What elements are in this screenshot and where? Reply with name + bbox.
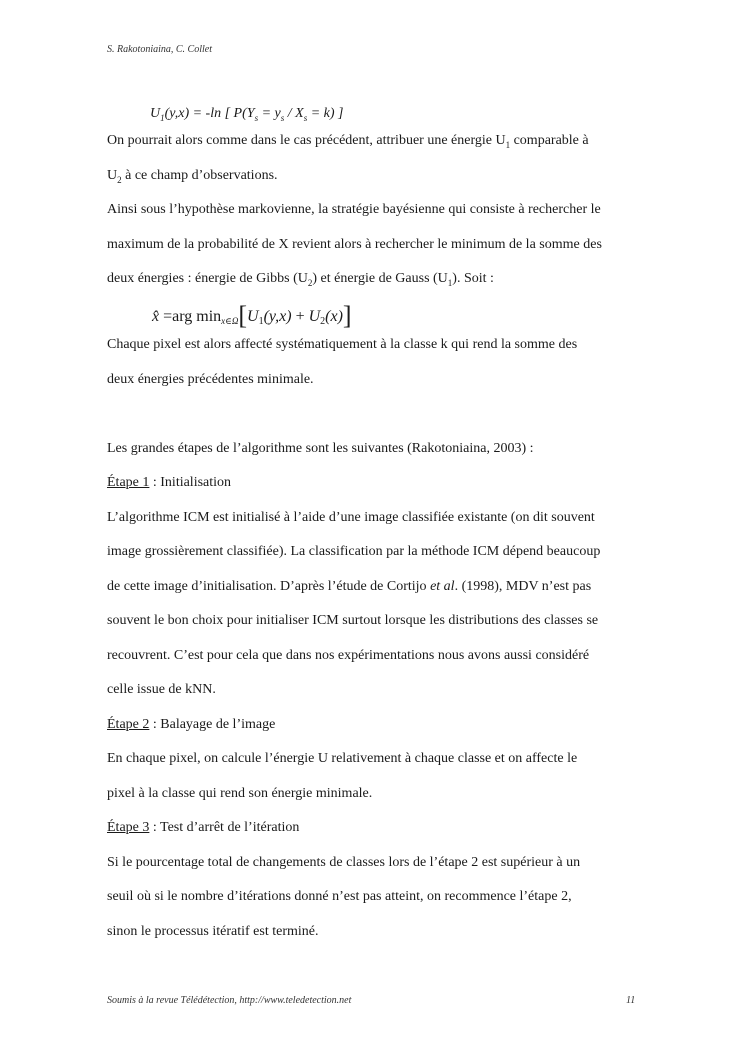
step-heading: Étape 2 : Balayage de l’image [107,717,276,732]
step-label: Étape 3 [107,820,150,835]
step-heading: Étape 1 : Initialisation [107,475,232,490]
paragraph-line: Si le pourcentage total de changements de classes lors de l’étape 2 est supérieur à un [107,855,581,870]
paragraph-line: En chaque pixel, on calcule l’énergie U relativement à chaque classe et on affecte le [107,751,578,766]
paragraph-line: maximum de la probabilité de X revient alors à rechercher le minimum de la somme des [107,237,602,252]
paragraph-line: de cette image d’initialisation. D’après l’étude de Cortijo et al. (1998), MDV n’est pas [107,579,592,594]
paragraph-line: deux énergies précédentes minimale. [107,372,314,387]
paragraph-line: $U_2$ à ce champ d’observations. [107,168,278,185]
paragraph-line: On pourrait alors comme dans le cas précédent, attribuer une énergie $U_1$ comparable à [107,133,589,150]
paragraph-line: pixel à la classe qui rend son énergie minimale. [107,786,373,801]
paragraph-line: celle issue de kNN. [107,682,216,697]
step-heading: Étape 3 : Test d’arrêt de l’itération [107,820,300,835]
paragraph-line: L’algorithme ICM est initialisé à l’aide d’une image classifiée existante (on dit souvent [107,510,595,525]
step-label: Étape 1 [107,475,150,490]
equation-argmin: x̂ =arg $\min x\in\Omega[U_1(y,x) + U_2(x)]$ [152,301,352,330]
paragraph-line: Chaque pixel est alors affecté systématiquement à la classe k qui rend la somme des [107,337,578,352]
paragraph-line: deux énergies : énergie de Gibbs $(U_2)$ et énergie de Gauss $(U_1)$. Soit : [107,271,494,288]
paragraph-line: sinon le processus itératif est terminé. [107,924,319,939]
footer-journal: Soumis à la revue Télédétection, http://www.teledetection.net [107,995,352,1006]
paragraph-line: recouvrent. C’est pour cela que dans nos expérimentations nous avons aussi considéré [107,648,590,663]
page-number: 11 [626,995,636,1006]
paragraph-line: souvent le bon choix pour initialiser ICM surtout lorsque les distributions des classes se [107,613,599,628]
running-header-authors: S. Rakotoniaina, C. Collet [107,44,212,55]
paragraph-line: image grossièrement classifiée). La classification par la méthode ICM dépend beaucoup [107,544,601,559]
paragraph-line: Ainsi sous l’hypothèse markovienne, la stratégie bayésienne qui consiste à rechercher le [107,202,601,217]
step-label: Étape 2 [107,717,150,732]
paragraph-line: seuil où si le nombre d’itérations donné n’est pas atteint, on recommence l’étape 2, [107,889,572,904]
equation-u1: $U_1(y,x) = -\ln$ [ $P(Y_s = y_s / X_s = k)$ ] [150,106,344,123]
paragraph-line: Les grandes étapes de l’algorithme sont les suivantes (Rakotoniaina, 2003) : [107,441,534,456]
